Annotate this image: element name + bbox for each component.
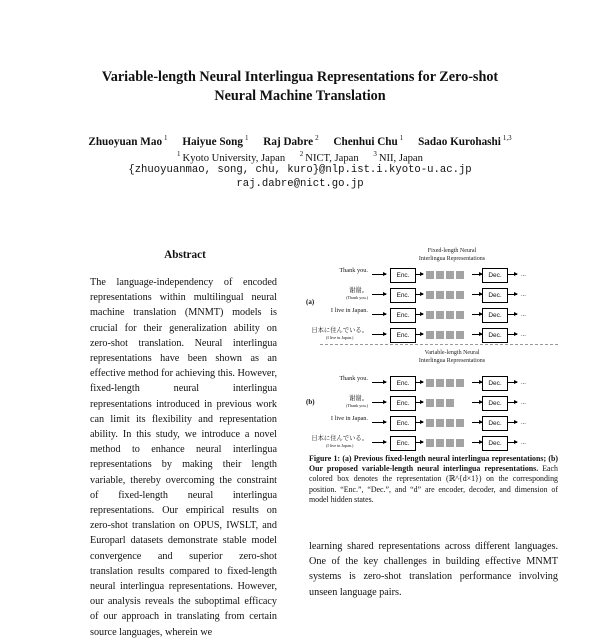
panel-b-heading-line-2: Interlingua Representations (418, 357, 486, 364)
source-sentence (311, 435, 368, 449)
output-ellipsis: ... (521, 331, 526, 338)
interlingua-cell (446, 311, 454, 319)
interlingua-cell (426, 271, 434, 279)
affiliation-name: NII, Japan (378, 152, 423, 164)
decoder-box: Dec. (482, 308, 508, 323)
affiliation-name: Kyoto University, Japan (182, 152, 286, 164)
output-ellipsis: ... (521, 419, 526, 426)
arrow-to-decoder (472, 402, 482, 403)
arrow-to-encoder (372, 442, 386, 443)
caption-bold: Figure 1: (a) Previous fixed-length neural interlingua representations; (b) Our proposed variable-length neural interlingua representations. (309, 454, 558, 474)
arrow-to-interlingua (415, 334, 423, 335)
interlingua-cell (426, 439, 434, 447)
panel-a-heading-line-2: Interlingua Representations (418, 255, 486, 262)
interlingua-cell (456, 291, 464, 299)
source-sentence (346, 287, 368, 301)
interlingua-cell (456, 419, 464, 427)
author-affiliation-mark: 1,3 (502, 134, 512, 142)
sentence-text: 日本に住んでいる。 (311, 327, 368, 334)
interlingua-cell (456, 379, 464, 387)
encoder-box: Enc. (390, 396, 416, 411)
interlingua-cell (426, 399, 434, 407)
sentence-text: 日本に住んでいる。 (311, 435, 368, 442)
interlingua-cell (446, 379, 454, 387)
panel-separator (320, 344, 558, 345)
source-sentence (311, 327, 368, 341)
arrow-to-interlingua (415, 442, 423, 443)
arrow-to-encoder (372, 402, 386, 403)
author (418, 136, 512, 148)
figure-panel-a (306, 244, 558, 344)
author-name: Chenhui Chu (333, 135, 398, 148)
interlingua-cell (446, 331, 454, 339)
sentence-gloss: (I live in Japan.) (325, 443, 354, 448)
output-ellipsis: ... (521, 311, 526, 318)
interlingua-cell (436, 291, 444, 299)
abstract-text: The language-independency of encoded representations within multilingual neural machine translation (MNMT) models is crucial for their generalization ability on zero-shot translation. Neural interlingua representations have been shown as an effective method for achieving this. However, fixed-length neural interlingua representations introduced in previous work can limit its flexibility and representation ability. In this study, we introduce a novel method to enhance neural interlingua representations by making their length variable, thereby overcoming the constraint of fixed-length neural interlingua representations. Our empirical results on zero-shot translation on OPUS, IWSLT, and Europarl datasets demonstrate stable model convergence and superior zero-shot translation results compared to fixed-length neural interlingua representations. However, our analysis reveals the suboptimal efficacy of our approach in translating from certain source languages, wherein we (90, 277, 277, 638)
arrow-to-output (507, 402, 517, 403)
output-ellipsis: ... (521, 291, 526, 298)
sentence-gloss: (Thank you.) (346, 295, 368, 300)
author-email-secondary: raj.dabre@nict.go.jp (236, 178, 364, 190)
panel-b-heading-line-1: Variable-length Neural (424, 350, 480, 356)
arrow-to-decoder (472, 334, 482, 335)
interlingua-cell (426, 291, 434, 299)
arrow-to-interlingua (415, 294, 423, 295)
body-text-right: learning shared representations across different languages. One of the key challenges in building effective MNMT systems is zero-shot translation performance involving unseen language pairs. (309, 541, 558, 598)
author-affiliation-mark: 2 (315, 134, 319, 142)
interlingua-cell (456, 271, 464, 279)
arrow-to-decoder (472, 422, 482, 423)
interlingua-cell (456, 331, 464, 339)
author-affiliation-mark: 1 (164, 134, 168, 142)
author-name: Haiyue Song (182, 135, 243, 148)
interlingua-cell (426, 419, 434, 427)
panel-b-heading (402, 350, 502, 365)
arrow-to-decoder (472, 294, 482, 295)
interlingua-cell (456, 311, 464, 319)
decoder-box: Dec. (482, 416, 508, 431)
sentence-text: Thank you. (339, 267, 368, 274)
arrow-to-encoder (372, 422, 386, 423)
figure-caption (309, 454, 558, 505)
arrow-to-decoder (472, 274, 482, 275)
author (333, 136, 403, 148)
author-name: Raj Dabre (263, 135, 314, 148)
sentence-text: Thank you. (339, 375, 368, 382)
arrow-to-output (507, 274, 517, 275)
interlingua-cell (436, 311, 444, 319)
interlingua-cell (426, 379, 434, 387)
arrow-to-interlingua (415, 422, 423, 423)
author-name: Zhuoyuan Mao (88, 135, 163, 148)
panel-a-heading-line-1: Fixed-length Neural (427, 248, 477, 254)
output-ellipsis: ... (521, 379, 526, 386)
sentence-text: I live in Japan. (330, 307, 368, 314)
arrow-to-output (507, 442, 517, 443)
encoder-box: Enc. (390, 376, 416, 391)
arrow-to-encoder (372, 334, 386, 335)
arrow-to-output (507, 314, 517, 315)
arrow-to-interlingua (415, 314, 423, 315)
interlingua-cell (436, 331, 444, 339)
interlingua-cell (436, 379, 444, 387)
affiliation-number: 1 (177, 150, 181, 158)
author-name: Sadao Kurohashi (418, 135, 501, 148)
panel-b-label: (b) (306, 398, 315, 406)
paper-title (60, 68, 540, 106)
affiliation-number: 3 (373, 150, 377, 158)
arrow-to-decoder (472, 382, 482, 383)
encoder-box: Enc. (390, 288, 416, 303)
arrow-to-encoder (372, 274, 386, 275)
affiliation-name: NICT, Japan (305, 152, 359, 164)
interlingua-cell (456, 439, 464, 447)
panel-a-heading (402, 248, 502, 263)
interlingua-cell (426, 331, 434, 339)
interlingua-cell (436, 399, 444, 407)
arrow-to-output (507, 382, 517, 383)
arrow-to-interlingua (415, 274, 423, 275)
interlingua-cell (446, 291, 454, 299)
author (182, 136, 248, 148)
affiliation (177, 150, 286, 164)
arrow-to-interlingua (415, 382, 423, 383)
output-ellipsis: ... (521, 271, 526, 278)
decoder-box: Dec. (482, 328, 508, 343)
interlingua-cell (446, 399, 454, 407)
author-emails: {zhuoyuanmao, song, chu, kuro}@nlp.ist.i.kyoto-u.ac.jp (128, 164, 472, 176)
decoder-box: Dec. (482, 268, 508, 283)
interlingua-cell (436, 419, 444, 427)
title-line-1: Variable-length Neural Interlingua Representations for Zero-shot (101, 69, 499, 85)
interlingua-cell (436, 439, 444, 447)
title-line-2: Neural Machine Translation (214, 88, 386, 104)
source-sentence (331, 415, 368, 422)
encoder-box: Enc. (390, 416, 416, 431)
figure-1 (306, 244, 558, 466)
decoder-box: Dec. (482, 376, 508, 391)
affiliation (373, 150, 423, 164)
author-affiliation-mark: 1 (399, 134, 404, 142)
author (263, 136, 318, 148)
arrow-to-output (507, 294, 517, 295)
author-affiliation-mark: 1 (244, 134, 249, 142)
interlingua-cell (446, 419, 454, 427)
interlingua-cell (426, 311, 434, 319)
affiliation-number: 2 (299, 150, 304, 158)
figure-panel-b (306, 348, 558, 460)
interlingua-cell (436, 271, 444, 279)
interlingua-cell (446, 439, 454, 447)
arrow-to-encoder (372, 294, 386, 295)
decoder-box: Dec. (482, 396, 508, 411)
panel-a-label: (a) (306, 298, 315, 306)
arrow-to-encoder (372, 314, 386, 315)
sentence-gloss: (I live in Japan.) (325, 335, 354, 340)
arrow-to-output (507, 334, 517, 335)
affiliation (299, 150, 359, 164)
output-ellipsis: ... (521, 439, 526, 446)
abstract-heading: Abstract (164, 249, 206, 261)
interlingua-cell (446, 271, 454, 279)
arrow-to-encoder (372, 382, 386, 383)
decoder-box: Dec. (482, 288, 508, 303)
source-sentence (346, 395, 368, 409)
sentence-text: 谢谢。 (349, 287, 368, 294)
encoder-box: Enc. (390, 328, 416, 343)
sentence-text: 谢谢。 (349, 395, 368, 402)
arrow-to-decoder (472, 442, 482, 443)
arrow-to-decoder (472, 314, 482, 315)
sentence-text: I live in Japan. (330, 415, 368, 422)
source-sentence (339, 375, 368, 382)
encoder-box: Enc. (390, 268, 416, 283)
arrow-to-output (507, 422, 517, 423)
arrow-to-interlingua (415, 402, 423, 403)
source-sentence (331, 307, 368, 314)
sentence-gloss: (Thank you.) (346, 403, 368, 408)
encoder-box: Enc. (390, 308, 416, 323)
output-ellipsis: ... (521, 399, 526, 406)
source-sentence (339, 267, 368, 274)
decoder-box: Dec. (482, 436, 508, 451)
encoder-box: Enc. (390, 436, 416, 451)
author (88, 136, 167, 148)
caption-rest: Each colored box denotes the representation (ℝ^{d×1}) on the corresponding position. “Enc.”, “Dec.”, and “d” are encoder, decoder, and dimension of model hidden states. (309, 464, 558, 504)
